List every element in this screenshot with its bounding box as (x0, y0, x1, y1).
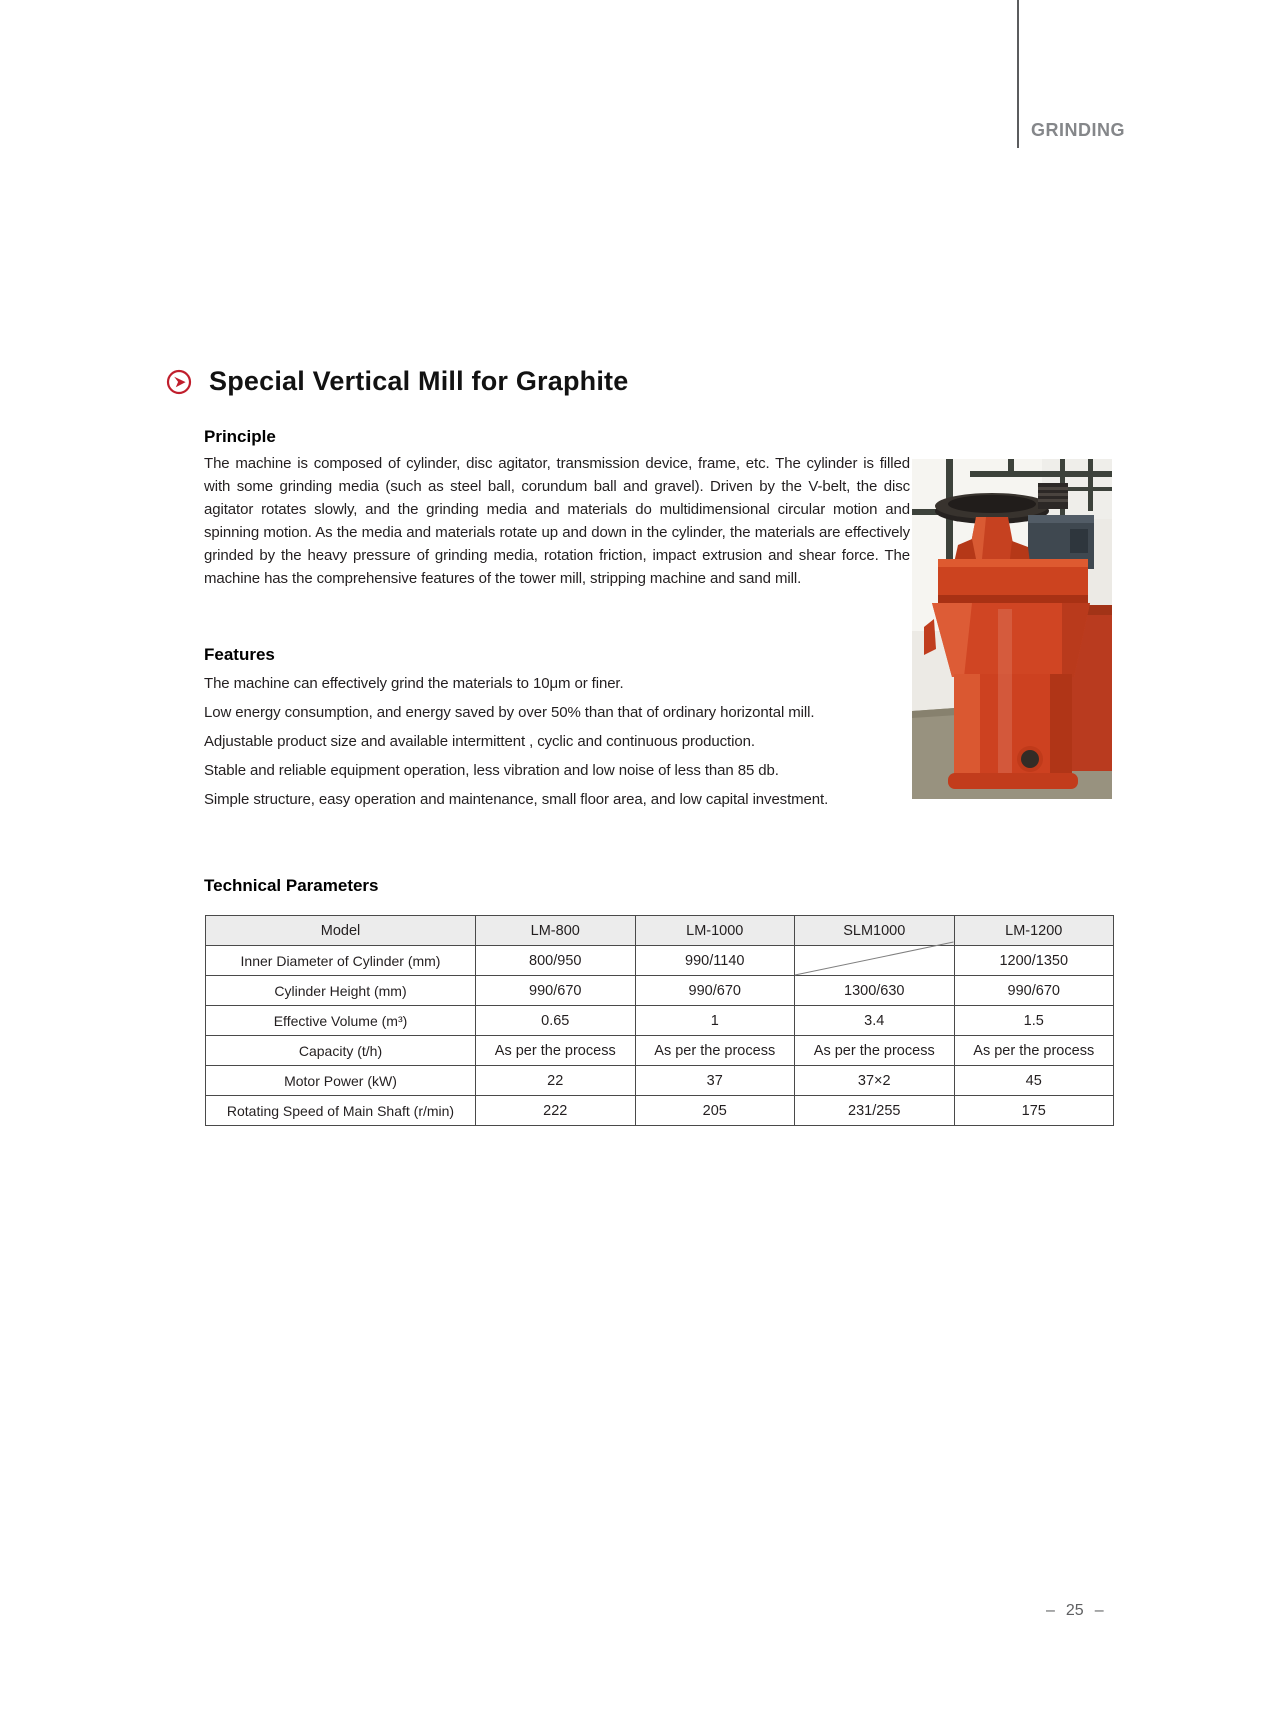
table-cell: 205 (635, 1096, 795, 1126)
table-cell: 22 (476, 1066, 636, 1096)
technical-parameters-table (205, 915, 1114, 1126)
page-number: 25 (1065, 1602, 1084, 1619)
table-column-header: LM-1000 (635, 916, 795, 946)
table-row-label: Motor Power (kW) (206, 1066, 476, 1096)
table-column-header: LM-1200 (954, 916, 1114, 946)
page-header-label: GRINDING (1031, 120, 1125, 140)
red-circle-arrow-icon (166, 369, 192, 395)
table-cell: As per the process (795, 1036, 955, 1066)
page-title: Special Vertical Mill for Graphite (209, 366, 629, 396)
features-heading: Features (204, 645, 275, 664)
table-cell: 800/950 (476, 946, 636, 976)
diagonal-slash-cell (795, 946, 955, 976)
table-cell: 990/670 (635, 976, 795, 1006)
table-cell: As per the process (476, 1036, 636, 1066)
table-cell: 175 (954, 1096, 1114, 1126)
table-cell: As per the process (954, 1036, 1114, 1066)
table-row-label: Rotating Speed of Main Shaft (r/min) (206, 1096, 476, 1126)
diagonal-line-icon (795, 942, 954, 975)
table-header-row (206, 916, 1114, 946)
table-row-label: Capacity (t/h) (206, 1036, 476, 1066)
table-cell: 37 (635, 1066, 795, 1096)
table-row (206, 1006, 1114, 1036)
feature-item: The machine can effectively grind the materials to 10μm or finer. (204, 675, 624, 692)
table-cell: 231/255 (795, 1096, 955, 1126)
table-cell: 1200/1350 (954, 946, 1114, 976)
table-cell: 45 (954, 1066, 1114, 1096)
table-cell: 37×2 (795, 1066, 955, 1096)
table-column-header: Model (206, 916, 476, 946)
table-row-label: Effective Volume (m³) (206, 1006, 476, 1036)
table-cell: 1 (635, 1006, 795, 1036)
table-cell: 3.4 (795, 1006, 955, 1036)
table-row-label: Cylinder Height (mm) (206, 976, 476, 1006)
table-cell: 990/670 (954, 976, 1114, 1006)
features-list (204, 672, 910, 817)
table-row (206, 1096, 1114, 1126)
table-cell: 990/670 (476, 976, 636, 1006)
vertical-mill-photo (912, 459, 1112, 799)
table-row (206, 1036, 1114, 1066)
table-row (206, 946, 1114, 976)
table-cell: 0.65 (476, 1006, 636, 1036)
table-column-header: LM-800 (476, 916, 636, 946)
table-cell: 990/1140 (635, 946, 795, 976)
feature-item: Stable and reliable equipment operation, less vibration and low noise of less than 85 db. (204, 762, 779, 779)
table-cell: 222 (476, 1096, 636, 1126)
table-row (206, 1066, 1114, 1096)
table-cell: As per the process (635, 1036, 795, 1066)
feature-item: Adjustable product size and available intermittent , cyclic and continuous production. (204, 733, 755, 750)
section-title-row (166, 366, 628, 397)
table-column-header: SLM1000 (795, 916, 955, 946)
principle-paragraph: The machine is composed of cylinder, disc agitator, transmission device, frame, etc. The cylinder is filled with some grinding media (such as steel ball, corundum ball and gravel). Driven by the V-belt, the disc agitator rotates slowly, and the grinding media and materials do multidimensional circular motion and spinning motion. As the media and materials rotate up and down in the cylinder, the materials are effectively grinded by the heavy pressure of grinding media, rotation friction, impact extrusion and shear force. The machine has the comprehensive features of the tower mill, stripping machine and sand mill. (204, 455, 910, 587)
feature-item: Low energy consumption, and energy saved by over 50% than that of ordinary horizontal mill. (204, 704, 815, 721)
footer-dash-left: – (1046, 1602, 1055, 1619)
table-row-label: Inner Diameter of Cylinder (mm) (206, 946, 476, 976)
feature-item: Simple structure, easy operation and maintenance, small floor area, and low capital investment. (204, 791, 829, 808)
header-vertical-rule (1017, 0, 1019, 148)
table-row (206, 976, 1114, 1006)
page-footer (1046, 1602, 1104, 1620)
table-cell: 1.5 (954, 1006, 1114, 1036)
footer-dash-right: – (1094, 1602, 1104, 1619)
principle-heading: Principle (204, 427, 276, 446)
table-cell: 1300/630 (795, 976, 955, 1006)
technical-parameters-heading: Technical Parameters (204, 876, 379, 895)
